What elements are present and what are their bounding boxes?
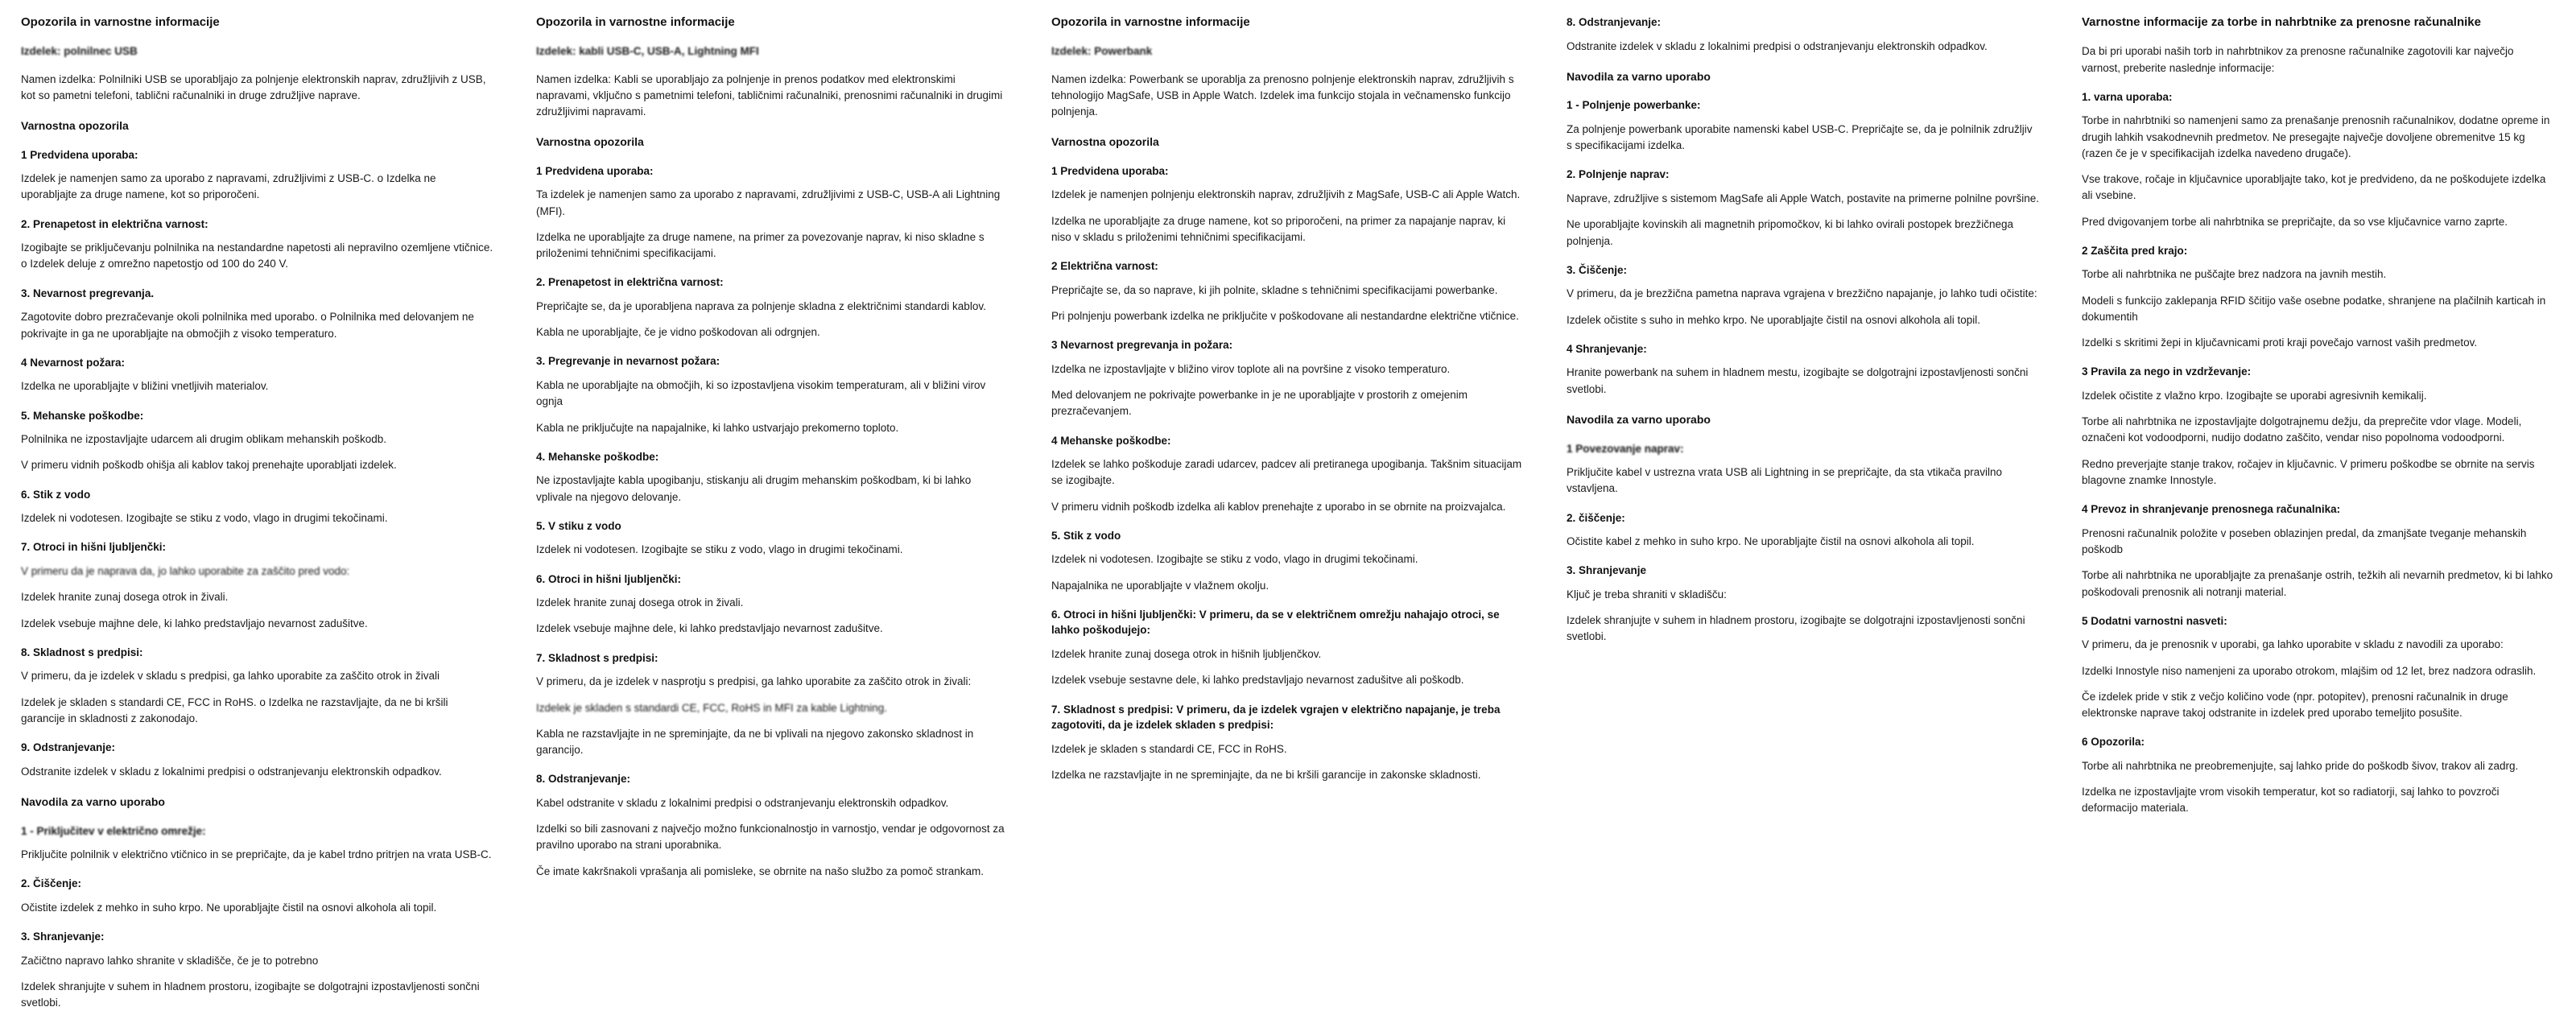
subsection-heading: 6. Otroci in hišni ljubljenčki: V primeru, da se v električnem omrežju nahajajo otroci, se lahko poškodujejo: — [1051, 608, 1500, 637]
paragraph: Izdelek je namenjen samo za uporabo z napravami, združljivimi z USB-C. o Izdelka ne uporabljajte za druge namene, kot so priporočeni. — [21, 172, 436, 201]
paragraph: Kabla ne priključujte na napajalnike, ki lahko ustvarjajo prekomerno toploto. — [536, 421, 899, 434]
subsection-heading: 2. Polnjenje naprav: — [1567, 168, 1670, 181]
paragraph: Zagotovite dobro prezračevanje okoli polnilnika med uporabo. o Polnilnika med delovanjem ne pokrivajte in ga ne uporabljajte na območjih z visoko temperaturo. — [21, 311, 474, 340]
paragraph: Izogibajte se priključevanju polnilnika na nestandardne napetosti ali nepravilno ozemljene vtičnice. o Izdelek deluje z omrežno napetostjo od 100 do 240 V. — [21, 241, 493, 270]
paragraph: Če izdelek pride v stik z večjo količino vode (npr. potopitev), prenosni računalnik in druge elektronske naprave takoj odstranite in izdelek pred uporabo temeljito posušite. — [2082, 690, 2508, 720]
subsection-heading: 7. Skladnost s predpisi: — [536, 651, 658, 664]
paragraph: V primeru vidnih poškodb izdelka ali kablov prenehajte z uporabo in se obrnite na proizvajalca. — [1051, 500, 1506, 513]
paragraph: Odstranite izdelek v skladu z lokalnimi predpisi o odstranjevanju elektronskih odpadkov. — [1567, 39, 1988, 52]
paragraph: Izdelek očistite s suho in mehko krpo. Ne uporabljajte čistil na osnovi alkohola ali topil. — [1567, 313, 1981, 326]
product-line: Izdelek: polnilnec USB — [21, 45, 138, 58]
paragraph: Prenosni računalnik položite v poseben oblazinjen predal, da zmanjšate tveganje mehanskih poškodb — [2082, 526, 2527, 555]
paragraph: Prepričajte se, da so naprave, ki jih polnite, skladne s tehničnimi specifikacijami powerbanke. — [1051, 283, 1498, 296]
column-powerbank — [1030, 14, 1546, 1006]
paragraph: Izdelek se lahko poškoduje zaradi udarcev, padcev ali pretiranega upogibanja. Takšnim situacijam se izogibajte. — [1051, 458, 1522, 487]
paragraph: Torbe ali nahrbtnika ne puščajte brez nadzora na javnih mestih. — [2082, 268, 2387, 281]
subsection-heading: 1. varna uporaba: — [2082, 90, 2173, 103]
subsection-heading: 2. čiščenje: — [1567, 511, 1625, 524]
paragraph: Modeli s funkcijo zaklepanja RFID ščitijo vaše osebne podatke, shranjene na plačilnih karticah in dokumentih — [2082, 294, 2546, 323]
paragraph: Izdelek očistite z vlažno krpo. Izogibajte se uporabi agresivnih kemikalij. — [2082, 389, 2427, 402]
paragraph: Izdelek hranite zunaj dosega otrok in živali. — [21, 591, 229, 604]
paragraph: V primeru, da je brezžična pametna naprava vgrajena v brezžično napajanje, jo lahko tudi očistite: — [1567, 287, 2037, 300]
paragraph: Ta izdelek je namenjen samo za uporabo z napravami, združljivimi z USB-C, USB-A ali Lightning (MFI). — [536, 188, 1001, 217]
paragraph: Izdelek ni vodotesen. Izogibajte se stiku z vodo, vlago in drugimi tekočinami. — [1051, 553, 1418, 566]
subsection-heading: 3. Shranjevanje: — [21, 931, 105, 943]
subsection-heading: 5. Mehanske poškodbe: — [21, 409, 144, 422]
subsection-heading: 6. Otroci in hišni ljubljenčki: — [536, 572, 682, 585]
paragraph: Ključ je treba shraniti v skladišču: — [1567, 588, 1727, 600]
subsection-heading: 2. Prenapetost in električna varnost: — [21, 217, 208, 230]
paragraph: Izdelek ni vodotesen. Izogibajte se stiku z vodo, vlago in drugimi tekočinami. — [536, 543, 903, 556]
column-cables — [515, 14, 1030, 1006]
subsection-heading: 6 Opozorila: — [2082, 736, 2145, 749]
paragraph: V primeru da je naprava da, jo lahko uporabite za zaščito pred vodo: — [21, 565, 350, 578]
paragraph: Namen izdelka: Polnilniki USB se uporabljajo za polnjenje elektronskih naprav, združljivih z USB, kot so pametni telefoni, tablični računalniki in druge združljive naprave. — [21, 72, 486, 101]
paragraph: V primeru, da je izdelek v nasprotju s predpisi, ga lahko uporabite za zaščito otrok in živali: — [536, 675, 972, 688]
subsection-heading: 3 Pravila za nego in vzdrževanje: — [2082, 365, 2252, 378]
subsection-heading: 4. Mehanske poškodbe: — [536, 450, 659, 463]
column-title: Varnostne informacije za torbe in nahrbtnike za prenosne računalnike — [2082, 15, 2481, 29]
subsection-heading: 2 Električna varnost: — [1051, 260, 1158, 273]
paragraph: Torbe ali nahrbtnika ne preobremenjujte, saj lahko pride do poškodb šivov, trakov ali zadrg. — [2082, 759, 2519, 772]
paragraph: Izdelka ne izpostavljajte v bližino virov toplote ali na površine z visoko temperaturo. — [1051, 362, 1451, 375]
paragraph: Izdelka ne uporabljajte v bližini vnetljivih materialov. — [21, 380, 269, 393]
subsection-heading: 5. V stiku z vodo — [536, 519, 621, 532]
paragraph: Izdelek je skladen s standardi CE, FCC in RoHS. — [1051, 742, 1287, 755]
subsection-heading: 4 Shranjevanje: — [1567, 342, 1647, 355]
column-title: Opozorila in varnostne informacije — [536, 15, 735, 29]
paragraph: Izdelek vsebuje majhne dele, ki lahko predstavljajo nevarnost zadušitve. — [536, 622, 883, 635]
paragraph: Izdelka ne uporabljajte za druge namene, na primer za povezovanje naprav, ki niso skladne s priloženimi tehničnimi specifikacijami. — [536, 230, 985, 260]
subsection-heading: 3. Shranjevanje — [1567, 564, 1647, 577]
paragraph: Izdelki Innostyle niso namenjeni za uporabo otrokom, mlajšim od 12 let, brez nadzora odraslih. — [2082, 664, 2537, 677]
subsection-heading: 3. Pregrevanje in nevarnost požara: — [536, 355, 720, 368]
section-heading: Navodila za varno uporabo — [21, 794, 165, 808]
paragraph: Izdelek hranite zunaj dosega otrok in hišnih ljubljenčkov. — [1051, 648, 1322, 661]
product-line: Izdelek: kabli USB-C, USB-A, Lightning MFI — [536, 45, 759, 58]
paragraph: Da bi pri uporabi naših torb in nahrbtnikov za prenosne računalnike zagotovili kar največjo varnost, preberite naslednje informacije: — [2082, 45, 2514, 74]
paragraph: Naprave, združljive s sistemom MagSafe ali Apple Watch, postavite na primerne polnilne površine. — [1567, 192, 2040, 205]
paragraph: Kabla ne uporabljajte, če je vidno poškodovan ali odrgnjen. — [536, 326, 820, 339]
paragraph: Napajalnika ne uporabljajte v vlažnem okolju. — [1051, 579, 1269, 592]
subsection-heading: 8. Odstranjevanje: — [536, 773, 631, 786]
paragraph: Prepričajte se, da je uporabljena naprava za polnjenje skladna z električnimi standardi kablov. — [536, 299, 986, 312]
paragraph: Namen izdelka: Kabli se uporabljajo za polnjenje in prenos podatkov med elektronskimi napravami, vključno s pametnimi telefoni, tabličnimi računalniki, prenosnimi računalniki in drugimi združljivimi napravami. — [536, 72, 1003, 118]
subsection-heading: 3. Nevarnost pregrevanja. — [21, 287, 155, 299]
paragraph: Priključite kabel v ustrezna vrata USB ali Lightning in se prepričajte, da sta vtikača pravilno vstavljena. — [1567, 466, 2003, 495]
subsection-heading: 4 Nevarnost požara: — [21, 356, 126, 369]
column-usb-charger — [0, 14, 515, 1009]
paragraph: Izdelki so bili zasnovani z največjo možno funkcionalnostjo in varnostjo, vendar je odgovornost za pravilno uporabo na strani uporabnika. — [536, 823, 1005, 852]
paragraph: Izdelek je skladen s standardi CE, FCC in RoHS. o Izdelka ne razstavljajte, da ne bi kršili garancije in skladnosti z zakonodajo. — [21, 695, 448, 724]
subsection-heading: 3 Nevarnost pregrevanja in požara: — [1051, 339, 1233, 352]
subsection-heading: 1 - Polnjenje powerbanke: — [1567, 99, 1701, 112]
paragraph: Namen izdelka: Powerbank se uporablja za prenosno polnjenje elektronskih naprav, združljivih s tehnologijo MagSafe, USB in Apple Watch. Izdelek ima funkcijo stojala in večnamensko funkcijo polnjenja. — [1051, 72, 1514, 118]
paragraph: Pred dvigovanjem torbe ali nahrbtnika se prepričajte, da so vse ključavnice varno zaprte. — [2082, 215, 2508, 228]
subsection-heading: 2. Čiščenje: — [21, 877, 82, 890]
subsection-heading: 2 Zaščita pred krajo: — [2082, 244, 2188, 257]
paragraph: Kabel odstranite v skladu z lokalnimi predpisi o odstranjevanju elektronskih odpadkov. — [536, 796, 949, 809]
subsection-heading: 3. Čiščenje: — [1567, 263, 1628, 276]
product-line: Izdelek: Powerbank — [1051, 45, 1153, 58]
paragraph: Izdelek ni vodotesen. Izogibajte se stiku z vodo, vlago in drugimi tekočinami. — [21, 512, 388, 525]
paragraph: Izdelka ne izpostavljajte vrom visokih temperatur, kot so radiatorji, saj lahko to povzroči deformacijo materiala. — [2082, 786, 2500, 815]
column-powerbank-continued — [1546, 14, 2061, 1006]
paragraph: Vse trakove, ročaje in ključavnice uporabljajte tako, kot je predvideno, da ne poškodujete izdelka ali vsebine. — [2082, 173, 2546, 202]
subsection-heading: 5 Dodatni varnostni nasveti: — [2082, 614, 2227, 627]
paragraph: V primeru, da je prenosnik v uporabi, ga lahko uporabite v skladu z navodili za uporabo: — [2082, 638, 2504, 651]
paragraph: Kabla ne uporabljajte na območjih, ki so izpostavljena visokim temperaturam, ali v bližini virov ognja — [536, 379, 986, 408]
paragraph: Pri polnjenju powerbank izdelka ne priključite v poškodovane ali nestandardne električne vtičnice. — [1051, 309, 1519, 322]
section-heading: Navodila za varno uporabo — [1567, 412, 1711, 426]
paragraph: Ne uporabljajte kovinskih ali magnetnih pripomočkov, ki bi lahko ovirali postopek brezžičnega polnjenja. — [1567, 218, 2014, 247]
paragraph: Očistite kabel z mehko in suho krpo. Ne uporabljajte čistil na osnovi alkohola ali topil. — [1567, 535, 1975, 548]
subsection-heading: 9. Odstranjevanje: — [21, 741, 116, 754]
paragraph: Ne izpostavljajte kabla upogibanju, stiskanju ali drugim mehanskim poškodbam, ki bi lahko vplivale na njegovo delovanje. — [536, 474, 972, 503]
subsection-heading: 7. Otroci in hišni ljubljenčki: — [21, 541, 167, 554]
subsection-heading: 8. Odstranjevanje: — [1567, 16, 1662, 28]
paragraph: Izdelek vsebuje sestavne dele, ki lahko predstavljajo nevarnost zadušitve ali poškodb. — [1051, 674, 1464, 687]
subsection-heading: 7. Skladnost s predpisi: V primeru, da je izdelek vgrajen v električno napajanje, je treba zagotoviti, da je izdelek skladen s predpisi: — [1051, 703, 1501, 732]
paragraph: Izdelek je skladen s standardi CE, FCC, RoHS in MFI za kable Lightning. — [536, 701, 887, 714]
paragraph: Če imate kakršnakoli vprašanja ali pomisleke, se obrnite na našo službo za pomoč strankam. — [536, 865, 985, 877]
subsection-heading: 1 - Priključitev v električno omrežje: — [21, 824, 206, 837]
subsection-heading: 2. Prenapetost in električna varnost: — [536, 276, 724, 289]
subsection-heading: 1 Predvidena uporaba: — [536, 164, 654, 177]
paragraph: Izdelek shranjujte v suhem in hladnem prostoru, izogibajte se dolgotrajni izpostavljenosti sončni svetlobi. — [21, 980, 480, 1009]
paragraph: Izdelki s skritimi žepi in ključavnicami proti kraji povečajo varnost vaših predmetov. — [2082, 336, 2478, 349]
subsection-heading: 1 Predvidena uporaba: — [1051, 164, 1169, 177]
paragraph: V primeru vidnih poškodb ohišja ali kablov takoj prenehajte uporabljati izdelek. — [21, 459, 397, 472]
subsection-heading: 8. Skladnost s predpisi: — [21, 646, 143, 658]
paragraph: Izdelek vsebuje majhne dele, ki lahko predstavljajo nevarnost zadušitve. — [21, 617, 368, 629]
paragraph: Izdelek hranite zunaj dosega otrok in živali. — [536, 596, 744, 609]
column-title: Opozorila in varnostne informacije — [1051, 15, 1250, 29]
paragraph: Izdelka ne razstavljajte in ne spreminjajte, da ne bi kršili garancije in zakonske skladnosti. — [1051, 768, 1481, 781]
paragraph: Izdelek shranjujte v suhem in hladnem prostoru, izogibajte se dolgotrajni izpostavljenosti sončni svetlobi. — [1567, 614, 2025, 643]
paragraph: Izdelka ne uporabljajte za druge namene, kot so priporočeni, na primer za napajanje naprav, ki niso v skladu s priloženimi tehničnimi specifikacijami. — [1051, 214, 1506, 243]
paragraph: Hranite powerbank na suhem in hladnem mestu, izogibajte se dolgotrajni izpostavljenosti sončni svetlobi. — [1567, 366, 2029, 395]
section-heading: Navodila za varno uporabo — [1567, 69, 1711, 83]
paragraph: V primeru, da je izdelek v skladu s predpisi, ga lahko uporabite za zaščito otrok in živali — [21, 670, 440, 683]
section-heading: Varnostna opozorila — [1051, 135, 1159, 149]
paragraph: Torbe in nahrbtniki so namenjeni samo za prenašanje prenosnih računalnikov, dodatne opreme in drugih lahkih vsakodnevnih predmetov. Ne presegajte največje dovoljene obremenitve 15 kg (razen če je v specifikacijah izdelka navedeno drugače). — [2082, 114, 2550, 159]
paragraph: Polnilnika ne izpostavljajte udarcem ali drugim oblikam mehanskih poškodb. — [21, 433, 386, 446]
subsection-heading: 1 Povezovanje naprav: — [1567, 442, 1684, 455]
subsection-heading: 4 Mehanske poškodbe: — [1051, 434, 1171, 447]
paragraph: Odstranite izdelek v skladu z lokalnimi predpisi o odstranjevanju elektronskih odpadkov. — [21, 765, 442, 778]
subsection-heading: 5. Stik z vodo — [1051, 529, 1121, 542]
paragraph: Priključite polnilnik v električno vtičnico in se prepričajte, da je kabel trdno pritrjen na vrata USB-C. — [21, 848, 492, 861]
paragraph: Kabla ne razstavljajte in ne spreminjajte, da ne bi vplivali na njegovo zakonsko skladnost in garancijo. — [536, 727, 974, 757]
paragraph: Med delovanjem ne pokrivajte powerbanke in je ne uporabljajte v prostorih z omejenim prezračevanjem. — [1051, 389, 1468, 418]
subsection-heading: 4 Prevoz in shranjevanje prenosnega računalnika: — [2082, 503, 2341, 516]
subsection-heading: 6. Stik z vodo — [21, 488, 91, 501]
paragraph: Redno preverjajte stanje trakov, ročajev in ključavnic. V primeru poškodbe se obrnite na servis blagovne znamke Innostyle. — [2082, 457, 2535, 486]
paragraph: Začičtno napravo lahko shranite v skladišče, če je to potrebno — [21, 954, 319, 967]
column-title: Opozorila in varnostne informacije — [21, 15, 220, 29]
paragraph: Torbe ali nahrbtnika ne izpostavljajte dolgotrajnemu dežju, da preprečite vdor vlage. Modeli, označeni kot vodoodporni, nudijo dodatno zaščito, vendar niso popolnoma vodoodporni. — [2082, 415, 2522, 444]
subsection-heading: 1 Predvidena uporaba: — [21, 148, 138, 161]
section-heading: Varnostna opozorila — [21, 119, 129, 132]
paragraph: Očistite izdelek z mehko in suho krpo. Ne uporabljajte čistil na osnovi alkohola ali topil. — [21, 901, 437, 914]
column-bags-backpacks — [2061, 14, 2576, 1006]
paragraph: Za polnjenje powerbank uporabite namenski kabel USB-C. Prepričajte se, da je polnilnik združljiv s specifikacijami izdelka. — [1567, 122, 2033, 152]
paragraph: Torbe ali nahrbtnika ne uporabljajte za prenašanje ostrih, težkih ali nevarnih predmetov, ki bi lahko poškodovali prenosnik ali notranji material. — [2082, 569, 2553, 598]
section-heading: Varnostna opozorila — [536, 135, 644, 149]
paragraph: Izdelek je namenjen polnjenju elektronskih naprav, združljivih z MagSafe, USB-C ali Apple Watch. — [1051, 188, 1521, 201]
